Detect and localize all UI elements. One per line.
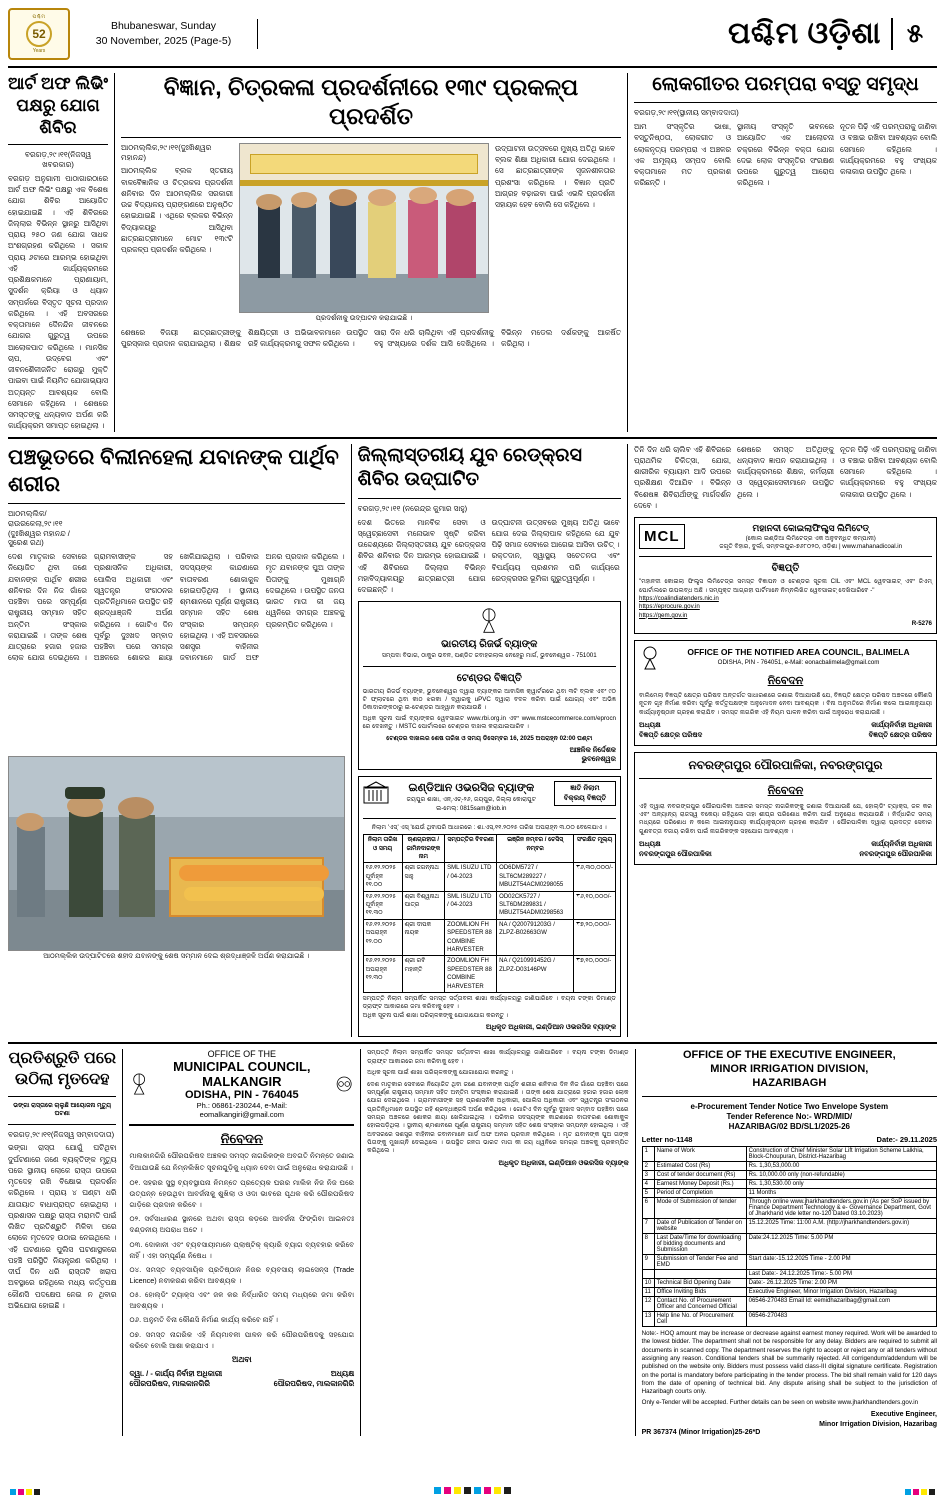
iob-footer-contact: ଅଧିକ ସୂଚନା ପାଇଁ ଶାଖା ପରିଚାଳକଙ୍କୁ ଯୋଗାଯୋଗ କରନ୍ତୁ । <box>362 1011 509 1019</box>
noac-title: OFFICE OF THE NOTIFIED AREA COUNCIL, BALIMELA <box>687 647 910 658</box>
footer-color-dots <box>0 1487 945 1494</box>
cell-engine: NA / Q210991452G / ZLPZ-D03146PW <box>497 956 574 993</box>
headline-art-of-living: ଆର୍ଟ ଅଫ ଲିଭିଂ ପକ୍ଷରୁ ଯୋଗ ଶିବିର <box>8 74 108 138</box>
body-mrutadeha: ଭଙ୍ଗା ରାସ୍ତା ଯୋଗୁଁ ଘଟିଥିବା ଦୁର୍ଘଟଣାରେ ଜଣେ ବ୍ୟକ୍ତିଙ୍କ ମୃତ୍ୟୁ ପରେ ସ୍ଥାନୀୟ ଲୋକେ ରାସ୍ତା ଉପରେ ମୃତଦେହ ରଖି ବିକ୍ଷୋଭ ପ୍ରଦର୍ଶନ କରିଥିଲେ । ପ୍ରାୟ ୪ ଘଣ୍ଟା ଧରି ଯାତାୟାତ ବାଧାପ୍ରାପ୍ତ ହୋଇଥିଲା । ପ୍ରଶାସନ ପକ୍ଷରୁ ରାସ୍ତା ମରାମତି ପାଇଁ ଲିଖିତ ପ୍ରତିଶ୍ରୁତି ମିଳିବା ପରେ ଲୋକେ ମୃତଦେହ ଉଠାଇ ନେଇଥିଲେ । ଏହି ଘଟଣାରେ ପୁଲିସ ଘଟଣାସ୍ଥଳରେ ପହଞ୍ଚି ପରିସ୍ଥିତି ନିୟନ୍ତ୍ରଣ କରିଥିଲା । ଦୀର୍ଘ ଦିନ ଧରି ରାସ୍ତାଟି ଖରାପ ଅବସ୍ଥାରେ ରହିଥିଲେ ମଧ୍ୟ କର୍ତ୍ତୃପକ୍ଷ କୌଣସି ପଦକ୍ଷେପ ନେଇ ନ ଥିବାର ଅଭିଯୋଗ ହୋଇଛି । <box>8 1143 117 1310</box>
body-folk-b: ସ୍ଥାନୀୟ ସଂସ୍କୃତି ଭବନରେ ଆୟୋଜିତ ଏକ ଆଲୋଚନା ଚକ୍ରରେ ବିଭିନ୍ନ ବକ୍ତା ଯୋଗ ଦେଇ ଲୋକ ସଂସ୍କୃତିର ସଂରକ୍ଷଣ ଉପରେ ଗୁରୁତ୍ୱ ଆରୋପ କରିଥିଲେ । <box>737 122 834 188</box>
cell-sl-no: 10 <box>642 1278 654 1287</box>
column-right-top <box>634 73 937 432</box>
cell-date: ୧୬.୧୨.୨୦୨୫ ଅପରାହ୍ନ ୧୨.୦୦ <box>363 919 402 956</box>
hzb-notice-type: e-Procurement Tender Notice Two Envelope System <box>690 1101 889 1111</box>
malkangiri-list <box>129 1177 354 1351</box>
cell-sl-no <box>642 1269 654 1278</box>
photo-content <box>240 144 488 312</box>
dateline-folk: ବରଗଡ଼,୨୯।୧୧(ସ୍ଥାନୀୟ ସମ୍ବାଦଦାତା) <box>634 108 739 118</box>
hzb-pr-number: PR 367374 (Minor Irrigation)25-26*D <box>641 1428 761 1436</box>
cell-label: Estimated Cost (Rs) <box>654 1161 746 1170</box>
table-row <box>642 1254 936 1269</box>
col-reserve-price: ସଂରକ୍ଷିତ ମୂଲ୍ୟ <box>574 835 616 863</box>
cell-label: Period of Completion <box>654 1188 746 1197</box>
ad-noac-balimela <box>634 640 937 746</box>
masthead-place: Bhubaneswar, Sunday <box>110 19 217 32</box>
nabarangpur-body: ଏହି ଦ୍ୱାରା ନବରଙ୍ଗପୁର ପୌରପାଳିକା ଅଞ୍ଚଳର ସମସ୍ତ ନାଗରିକଙ୍କୁ ଜଣାଇ ଦିଆଯାଉଛି ଯେ, ହୋଲ୍ଡିଂ ଟ୍ୟାକ୍ସ, ଜଳ କର ଏବଂ ଅନ୍ୟାନ୍ୟ ରାଜସ୍ୱ ବକେୟା ରହିଥିଲେ ତାହା ଶୀଘ୍ର ପରିଶୋଧ କରିବା ପାଇଁ ଅନୁରୋଧ କରାଯାଉଛି । ନିର୍ଦ୍ଧାରିତ ସମୟ ମଧ୍ୟରେ ପରିଶୋଧ ନ କଲେ ଆଇନାନୁଯାୟୀ କାର୍ଯ୍ୟାନୁଷ୍ଠାନ ଗ୍ରହଣ କରାଯିବ । ପୌରପାଳିକା ଦ୍ୱାରା ପ୍ରଦତ୍ତ ସେବାର ଗୁଣବତ୍ତା ବଜାୟ ରଖିବା ପାଇଁ ନାଗରିକଙ୍କ ସହଯୋଗ ଆବଶ୍ୟକ । <box>639 802 932 835</box>
headline-panchabhuta: ପଞ୍ଚଭୂତରେ ବିଲୀନହେଲା ଯବାନଙ୍କ ପାର୍ଥିବ ଶରୀର <box>8 445 339 496</box>
nabarangpur-nibedan: ନିବେଦନ <box>767 785 804 798</box>
mcl-notice-title: ବିଜ୍ଞପ୍ତି <box>771 563 800 575</box>
cell-value: Date:- 26.12.2025 Time: 2.00 PM <box>746 1278 936 1287</box>
cell-property: ZOOMLION FH SPEEDSTER 88 COMBINE HARVESTER <box>445 919 497 956</box>
body-folk-a: ଆମ ସଂସ୍କୃତିର ଭାଷା, ବସ୍ତୁନିଷ୍ଠତା, ଲୋକଗୀତ ଓ ଲୋକନୃତ୍ୟ ପରମ୍ପରା ଏ ଅଞ୍ଚଳର ଏକ ଅମୂଲ୍ୟ ସମ୍ପଦ ବୋଲି ବକ୍ତାମାନେ ମତ ପ୍ରକାଶ କରିଛନ୍ତି । <box>634 122 731 188</box>
noac-sign-left-org: ବିଜ୍ଞପ୍ତି କ୍ଷେତ୍ର ପରିଷଦ <box>639 731 703 739</box>
rbi-emblem-icon <box>476 606 502 636</box>
noac-sign-right-title: କାର୍ଯ୍ୟନିର୍ବାହୀ ଅଧିକାରୀ <box>871 721 932 729</box>
column-mrutadeha <box>8 1049 116 1436</box>
cell-label: Date of Publication of Tender on website <box>654 1218 746 1233</box>
masthead <box>8 6 937 68</box>
cell-label: Contact No. of Procurement Officer and Concerned Official <box>654 1296 746 1311</box>
noac-sub: ODISHA, PIN - 764051, e-Mail: eonacbalimela@gmail.com <box>717 659 880 667</box>
table-row <box>642 1296 936 1311</box>
column-right-middle <box>634 444 937 1038</box>
cell-label: Technical Bid Opening Date <box>654 1278 746 1287</box>
cell-label: Cost of tender document (Rs) <box>654 1170 746 1179</box>
nabarangpur-title: ନବରଙ୍ଗପୁର ପୌରପାଳିକା, ନବରଙ୍ଗପୁର <box>688 757 883 772</box>
caption-science-photo: ପ୍ରଦର୍ଶନୀକୁ ଉଦ୍‌ଘାଟନ କରାଯାଇଛି । <box>315 314 413 322</box>
hzb-line3: HAZARIBAGH <box>752 1076 827 1089</box>
iob-auction-note: ନିଲାମ 'ଏସ୍' ଏସ୍ 'ଯେଉଁ ଥିବାପରି ଆଧାରରେ : ଶା.ଏସ୍.୧୧.୨୦୨୫ ତାରିଖ ଅପରାହ୍ନ ୩.୦୦ ବେଳେଯାଏ । <box>371 823 607 831</box>
cell-value: Through online www.jharkhandtenders.gov.in (As per SoP issued by Finance Department Technology & e- Governance Department, Govt of Jharkhand vide letter no-120 Dated 03.10.2023) <box>746 1197 936 1218</box>
table-row <box>642 1170 936 1179</box>
dateline-science: ଆଠମଲ୍ଲିକ,୨୯।୧୧(ଦୁଃଖିଶ୍ୱର ମହାନନ୍ଦ) <box>121 142 212 162</box>
list-item: ୦୩. ଦୋକାନୀ ଏବଂ ବ୍ୟବସାୟୀମାନେ ପ୍ଲାଷ୍ଟିକ୍ କ୍ୟାରି ବ୍ୟାଗ ବ୍ୟବହାର କରିବେ ନାହିଁ । ଏହା ସମ୍ପୂର୍ଣ୍ଣ ନିଷେଧ । <box>129 1239 355 1260</box>
rbi-sign-title: ଆଞ୍ଚଳିକ ନିର୍ଦ୍ଦେଶକ <box>569 746 616 754</box>
cell-sl-no: 8 <box>642 1233 654 1254</box>
table-row <box>642 1146 936 1161</box>
iob-continuation-contact: ଅଧିକ ସୂଚନା ପାଇଁ ଶାଖା ପରିଚାଳକଙ୍କୁ ଯୋଗାଯୋଗ କରନ୍ତୁ । <box>367 1069 514 1077</box>
iob-lower-signature: ଅଧିକୃତ ଅଧିକାରୀ, ଇଣ୍ଡିଆନ ଓଭରସିଜ ବ୍ୟାଙ୍କ <box>498 1159 629 1167</box>
dateline-panchabhuta: ଆଠମଲ୍ଲିକ/ରାଉରକେଲା,୨୯।୧୧ (ଦୁଃଖିଶ୍ୱର ମହାନନ୍ଦ / ସୁରେଶ ରଥ) <box>8 509 70 548</box>
malkangiri-title: MUNICIPAL COUNCIL, MALKANGIR <box>173 1059 311 1090</box>
body-science-d: ସାରା ଦିନ ଧରି ଚାଲିଥିବା ଏହି ପ୍ରଦର୍ଶନୀକୁ ବହୁ ସଂଖ୍ୟାରେ ଦର୍ଶକ ଆସି ଦେଖିଥିଲେ । ବିଭିନ୍ନ ମଡେଲ ଦର୍ଶକଙ୍କୁ ଆକର୍ଷିତ କରିଥିଲା । <box>374 327 621 349</box>
rbi-sign-place: ଭୁବନେଶ୍ୱର <box>581 756 616 764</box>
col-property: ସମ୍ପତ୍ତିର ବିବରଣୀ <box>445 835 497 863</box>
government-emblem-icon <box>639 645 661 671</box>
mcl-website-3[interactable]: https://gem.gov.in <box>639 611 688 619</box>
cell-sl-no: 11 <box>642 1287 654 1296</box>
table-row <box>642 1197 936 1218</box>
malkangiri-office-line: OFFICE OF THE <box>207 1049 276 1060</box>
body-panchabhuta: ଦେଶ ମାତୃକାର ସେବାରେ ନିୟୋଜିତ ଥିବା ଜଣେ ଯବାନଙ୍କ ପାର୍ଥିବ ଶରୀର ଶନିବାର ଦିନ ନିଜ ଗାଁରେ ପହଞ୍ଚିବା ପରେ ସମ୍ପୂର୍ଣ୍ଣ ରାଷ୍ଟ୍ରୀୟ ସମ୍ମାନ ସହିତ ଅନ୍ତିମ ସଂସ୍କାର କରାଯାଇଛି । ତାଙ୍କ ଶେଷ ଯାତ୍ରାରେ ହଜାର ହଜାର ଲୋକ ଯୋଗ ଦେଇଥିଲେ । ଗ୍ରାମବାସୀଙ୍କ ସହ ପ୍ରଶାସନିକ ଅଧିକାରୀ, ପୋଲିସ ଅଧିକାରୀ ଏବଂ ସ୍ୱତନ୍ତ୍ର ସଂଗଠନର ପ୍ରତିନିଧିମାନେ ଉପସ୍ଥିତ ରହି ଶ୍ରଦ୍ଧାଞ୍ଜଳି ଅର୍ପଣ କରିଥିଲେ । ଗୋଟିଏ ଦିନ ପୂର୍ବରୁ ଦୁଃଖଦ ସମ୍ବାଦ ପହଞ୍ଚିବା ପରେ ସମଗ୍ର ଅଞ୍ଚଳରେ ଶୋକର ଛାୟା ଖେଳିଯାଇଥିଲା । ପରିବାର ସଦସ୍ୟଙ୍କ କାନ୍ଦଣାରେ ବାତାବରଣ ଶୋକାକୁଳ ହୋଇପଡ଼ିଥିଲା । ସ୍ଥାନୀୟ ଶ୍ମଶାନରେ ପୂର୍ଣ୍ଣ ରାଷ୍ଟ୍ରୀୟ ସମ୍ମାନ ସହିତ ଶେଷ ସଂସ୍କାର ସମ୍ପନ୍ନ ହୋଇଥିଲା । ଏହି ଅବସରରେ ସଶସ୍ତ୍ର ବାହିନୀର ଜବାନମାନେ ଗାର୍ଡ ଅଫ ଅନର ପ୍ରଦାନ କରିଥିଲେ । ମୃତ ଯବାନଙ୍କ ପୁଅ ତାଙ୍କ ପିତାଙ୍କୁ ମୁଖାଗ୍ନି ଦେଇଥିଲେ । ଉପସ୍ଥିତ ଜନତା ଭାରତ ମାତା କୀ ଜୟ ଧ୍ୱନିରେ ସମଗ୍ର ଅଞ୍ଚଳକୁ ପ୍ରକମ୍ପିତ କରିଥିଲେ । <box>8 552 345 663</box>
cell-property: SML ISUZU LTD / 04-2023 <box>445 891 497 919</box>
cell-sl-no: 9 <box>642 1254 654 1269</box>
malkangiri-nibedan: ନିବେଦନ <box>220 1131 263 1147</box>
table-header-row <box>363 835 615 863</box>
masthead-title: ପଶ୍ଚିମ ଓଡ଼ିଶା <box>727 17 881 50</box>
column-left-top <box>8 73 108 432</box>
lower-section <box>8 1049 937 1436</box>
iob-title: ଇଣ୍ଡିଆନ ଓଭରସିଜ ବ୍ୟାଙ୍କ <box>408 781 535 794</box>
cell-borrower: ଶ୍ରୀ ଦୀପକ ନାୟକ <box>402 919 444 956</box>
cell-price: ₹୬,୧୦,୦୦୦/- <box>574 891 616 919</box>
ad-hazaribagh-tender <box>642 1049 937 1436</box>
cell-value: Date:24.12.2025 Time: 5.00 PM <box>746 1233 936 1254</box>
ad-mcl <box>634 517 937 633</box>
table-row <box>363 956 615 993</box>
body-folk-extra: ନୂତନ ପିଢ଼ି ଏହି ପରମ୍ପରାକୁ ଜାଣିବା ଓ ବଞ୍ଚାଇ ରଖିବା ଆବଶ୍ୟକ ବୋଲି ସେମାନେ କହିଥିଲେ । କାର୍ଯ୍ୟକ୍ରମରେ ବହୁ ସଂଖ୍ୟକ କଳାକାର ଉପସ୍ଥିତ ଥିଲେ । <box>840 444 937 499</box>
body-redcross-d: ଶେଷରେ ସମସ୍ତ ଅତିଥିଙ୍କୁ ଧନ୍ୟବାଦ ଜ୍ଞାପନ କରାଯାଇଥିଲା । କାର୍ଯ୍ୟକ୍ରମରେ ଶିକ୍ଷକ, କର୍ମଚାରୀ ଓ ସ୍ୱେଚ୍ଛାସେବୀମାନେ ଉପସ୍ଥିତ ଥିଲେ । <box>737 444 834 499</box>
cell-sl-no: 6 <box>642 1197 654 1218</box>
ad-indian-overseas-bank <box>358 776 621 1038</box>
malkangiri-athaba: ଅଥବା <box>232 1354 252 1364</box>
rbi-website-line: ଅଧିକ ସୂଚନା ପାଇଁ ବ୍ୟାଙ୍କର ୱେବସାଇଟ www.rbi.org.in ଏବଂ www.mstcecommerce.com/eprocn ରେ ଦେଖନ୍ତୁ । MSTC ପୋର୍ଟାଲରେ ଟେଣ୍ଡର ଦାଖଲ କରାଯାଇପାରିବ । <box>362 714 616 731</box>
cell-label: Office Inviting Bids <box>654 1287 746 1296</box>
body-science-c: ଶେଷରେ ବିଜୟୀ ଛାତ୍ରଛାତ୍ରୀଙ୍କୁ ପୁରସ୍କାର ପ୍ରଦାନ କରାଯାଇଥିଲା । ଶିକ୍ଷକ ଶିକ୍ଷୟିତ୍ରୀ ଓ ଅଭିଭାବକମାନେ ଉପସ୍ଥିତ ରହି କାର୍ଯ୍ୟକ୍ରମକୁ ସଫଳ କରିଥିଲେ । <box>121 327 368 349</box>
cell-date: ୧୬.୧୨.୨୦୨୫ ପୂର୍ବାହ୍ନ ୧୧.୦୦ <box>363 863 402 891</box>
cell-value: 11 Months <box>746 1188 936 1197</box>
cell-label: Earnest Money Deposit (Rs.) <box>654 1179 746 1188</box>
dateline-art-of-living: ବରଗଡ଼,୨୯।୧୧(ନିଜସ୍ୱ ଖବରକାର) <box>24 150 92 170</box>
iob-logo-icon <box>363 781 389 807</box>
cell-sl-no: 5 <box>642 1188 654 1197</box>
table-row <box>642 1269 936 1278</box>
malkangiri-pin: ODISHA, PIN - 764045 <box>184 1089 299 1102</box>
body-redcross-c: ତିନି ଦିନ ଧରି ଚାଲିବ ଏହି ଶିବିରରେ ପ୍ରାଥମିକ ଚିକିତ୍ସା, ଯୋଗ, ଶାରୀରିକ ବ୍ୟାୟାମ ଆଦି ଉପରେ ପ୍ରଶିକ୍ଷଣ ଦିଆଯିବ । ବିଭିନ୍ନ ବିଶେଷଜ୍ଞ ଶିବିରାର୍ଥୀଙ୍କୁ ମାର୍ଗଦର୍ଶନ ଦେବେ । <box>634 444 731 510</box>
table-row <box>363 919 615 956</box>
cell-engine: NA / Q200791203G / ZLPZ-B02663GW <box>497 919 574 956</box>
body-folk-c: ନୂତନ ପିଢ଼ି ଏହି ପରମ୍ପରାକୁ ଜାଣିବା ଓ ବଞ୍ଚାଇ ରଖିବା ଆବଶ୍ୟକ ବୋଲି ସେମାନେ କହିଥିଲେ । କାର୍ଯ୍ୟକ୍ରମରେ ବହୁ ସଂଖ୍ୟକ କଳାକାର ଉପସ୍ଥିତ ଥିଲେ । <box>840 122 937 177</box>
cell-price: ₹୬,୩୦,୦୦୦/- <box>574 863 616 891</box>
nabarangpur-sign-right-title: କାର୍ଯ୍ୟନିର୍ବାହୀ ଅଧିକାରୀ <box>871 841 932 849</box>
middle-section <box>8 444 937 1038</box>
mcl-name: ମହାନଦୀ କୋଇଲାଫିଲ୍ଡ୍ସ ଲିମିଟେଡ୍ <box>752 523 869 534</box>
cell-sl-no: 3 <box>642 1170 654 1179</box>
hzb-line1: OFFICE OF THE EXECUTIVE ENGINEER, <box>682 1049 896 1062</box>
noac-sign-left-title: ଅଧ୍ୟକ୍ଷ <box>639 721 661 729</box>
cell-price: ₹୭,୧୦,୦୦୦/- <box>574 956 616 993</box>
cell-property: ZOOMLION FH SPEEDSTER 88 COMBINE HARVESTER <box>445 956 497 993</box>
cell-label: Last Date/Time for downloading of bidding documents and Submission <box>654 1233 746 1254</box>
cell-value: 06546-270483 Email Id: eemidhazaribag@gmail.com <box>746 1296 936 1311</box>
hzb-ref-1: Tender Reference No:- WRD/MID/ <box>726 1112 853 1122</box>
publication-logo <box>8 8 70 60</box>
hzb-note-2: Only e-Tender will be accepted. Further details can be seen on website www.jharkhandtenders.gov.in <box>641 1398 919 1406</box>
iob-footer-terms: ସମ୍ପତ୍ତି ନିଲାମ ସମ୍ପର୍କିତ ସମସ୍ତ ସର୍ତ୍ତାବଳୀ ଶାଖା କାର୍ଯ୍ୟାଳୟରୁ ଜାଣିପାରିବେ । ବୟନା ଟଙ୍କା ଡିମାଣ୍ଡ ଡ୍ରାଫ୍ଟ ଆକାରରେ ଜମା କରିବାକୁ ହେବ । <box>362 994 616 1011</box>
mcl-contact: ଜଗୃତି ବିହାର, ବୁର୍ଲା, ସମ୍ବଲପୁର-୭୬୮୦୨୦, ଓଡ଼ିଶା | www.mahanadicoal.in <box>719 542 903 550</box>
photo-science-exhibition <box>239 143 489 313</box>
cell-value: Rs. 1,30,530.00 only <box>746 1179 936 1188</box>
cell-label: Name of Work <box>654 1146 746 1161</box>
photo-martyr-funeral <box>8 756 345 951</box>
list-item: ୦୧. ସହରର ସୁସ୍ଥ ବ୍ୟବସ୍ଥାପନା ନିମନ୍ତେ ପ୍ରତ୍ୟେକ ଘରର ମାଲିକ ନିଜ ନିଜ ଘରେ ଉତ୍ପନ୍ନ ହେଉଥିବା ଆବର୍ଜନାକୁ ଶୁଖିଲା ଓ ଓଦା ଭାବରେ ପୃଥକ କରି ପୌରପରିଷଦ ଗାଡ଼ିରେ ପ୍ରଦାନ କରିବେ । <box>129 1177 355 1210</box>
hzb-sign-org: Minor Irrigation Division, Hazaribag <box>819 1420 937 1428</box>
nabarangpur-sign-left-title: ଅଧ୍ୟକ୍ଷ <box>639 841 661 849</box>
noac-nibedan: ନିବେଦନ <box>767 674 804 687</box>
cell-property: SML ISUZU LTD / 04-2023 <box>445 863 497 891</box>
headline-mrutadeha: ପ୍ରତିଶ୍ରୁତି ପରେ ଉଠିଲା ମୃତଦେହ <box>8 1050 116 1089</box>
table-row <box>642 1311 936 1326</box>
iob-branch: ଜୟପୁର ଶାଖା, ଏନ୍.ଏଚ୍-୨୬, ଜୟପୁର, ଜିଲ୍ଲା କୋରାପୁଟ <box>406 796 536 804</box>
malkangiri-contact: Ph.: 06861-230244, e-Mail: eomalkangiri@gmail.com <box>196 1101 288 1120</box>
logo-anniversary-number: 52 <box>26 21 52 47</box>
hzb-line2: MINOR IRRIGATION DIVISION, <box>710 1063 869 1076</box>
body-art-of-living: ବରଗଡ଼ ଅନୁଗାମୀ ପାଠାଗାରଠାରେ ଆର୍ଟ ଅଫ ଲିଭିଂ ପକ୍ଷରୁ ଏକ ବିଶେଷ ଯୋଗ ଶିବିର ଆୟୋଜିତ ହୋଇଯାଇଛି । ଏହି ଶିବିରରେ ଜିଲ୍ଲାର ବିଭିନ୍ନ ସ୍ଥାନରୁ ଆସିଥିବା ପ୍ରାୟ ୨୫୦ ଜଣ ଯୋଗ ସାଧକ ଅଂଶଗ୍ରହଣ କରିଥିଲେ । ସକାଳ ପ୍ରାୟ ୬ଟାରେ ଆରମ୍ଭ ହୋଇଥିବା ଏହି କାର୍ଯ୍ୟକ୍ରମରେ ପ୍ରଶିକ୍ଷକମାନେ ପ୍ରାଣାୟାମ, ସୁଦର୍ଶନ କ୍ରିୟା ଓ ଧ୍ୟାନ ସମ୍ପର୍କରେ ବିସ୍ତୃତ ସୂଚନା ପ୍ରଦାନ କରିଥିଲେ । ଏହି ଅବସରରେ ବକ୍ତାମାନେ ଦୈନନ୍ଦିନ ଜୀବନରେ ଯୋଗର ଗୁରୁତ୍ୱ ଉପରେ ଆଲୋକପାତ କରିଥିଲେ । ମାନସିକ ଚାପ, ଉଦ୍‌ବେଗ ଏବଂ ଜୀବନଶୈଳୀଜନିତ ରୋଗରୁ ମୁକ୍ତି ପାଇବା ପାଇଁ ନିୟମିତ ଯୋଗାଭ୍ୟାସ ଅତ୍ୟନ୍ତ ଆବଶ୍ୟକ ବୋଲି ସେମାନେ କହିଥିଲେ । ଶେଷରେ ସମସ୍ତଙ୍କୁ ଧନ୍ୟବାଦ ଅର୍ପଣ କରି କାର୍ଯ୍ୟକ୍ରମ ସମାପ୍ତ ହୋଇଥିଲା । <box>8 173 108 431</box>
iob-auction-table <box>363 834 616 993</box>
municipal-emblem-icon <box>129 1069 149 1099</box>
cell-value: Rs. 1,30,53,000.00 <box>746 1161 936 1170</box>
dateline-mrutadeha: ବରଗଡ଼,୨୯।୧୧(ନିଜସ୍ୱ ସମ୍ବାଦଦାତା) <box>8 1129 115 1139</box>
ad-nabarangpur-municipality <box>634 752 937 865</box>
body-redcross-a: ଦେଶ ଭିତରେ ମାନବିକ ସେବା ଓ ସ୍ୱେଚ୍ଛାସେବୀ ମନୋଭାବ ସୃଷ୍ଟି କରିବା ଉଦ୍ଦେଶ୍ୟରେ ଜିଲ୍ଲାସ୍ତରୀୟ ଯୁବ ରେଡ୍‌କ୍ରସ ଶିବିର ଶନିବାର ଦିନ ଆରମ୍ଭ ହୋଇଯାଇଛି । ଏହି ଶିବିରରେ ଜିଲ୍ଲାର ବିଭିନ୍ନ ମହାବିଦ୍ୟାଳୟରୁ ଛାତ୍ରଛାତ୍ରୀ ଯୋଗ ଦେଇଛନ୍ତି । <box>357 517 486 595</box>
iob-signature: ଅଧିକୃତ ଅଧିକାରୀ, ଇଣ୍ଡିଆନ ଓଭରସିଜ ବ୍ୟାଙ୍କ <box>485 1023 616 1031</box>
cell-borrower: ଶ୍ରୀ ରବି ମହାନ୍ତି <box>402 956 444 993</box>
logo-top-text: ପଶ୍ଚିମ <box>32 14 46 20</box>
hzb-note: Note:- HOQ amount may be increase or decrease against earnest money required. Work will be awarded to the lowest bidder. The department shall not be responsible for any delay. Bidders are required to submit all documents in scanned copy. The department reserves the right to accept or reject any or all tenders without assigning any reason. Conditional tenders shall be summarily rejected. All corrigendum/addendum will be published on the website only. Bidders must possess valid class-III digital signature certificate. Registration on the portal is mandatory before participating in the tender process. The bid shall remain valid for 120 days from the date of opening of technical bid. Any dispute arising shall be subject to the jurisdiction of Hazaribagh courts only. <box>641 1329 937 1396</box>
headline-folk-tradition: ଲୋକଗୀତର ପରମ୍ପରା ବସ୍ତୁ ସମୃଦ୍ଧ <box>652 74 919 95</box>
noac-sign-right-org: ବିଜ୍ଞପ୍ତି କ୍ଷେତ୍ର ପରିଷଦ <box>868 731 932 739</box>
iob-continuation-terms: ସମ୍ପତ୍ତି ନିଲାମ ସମ୍ପର୍କିତ ସମସ୍ତ ସର୍ତ୍ତାବଳୀ ଶାଖା କାର୍ଯ୍ୟାଳୟରୁ ଜାଣିପାରିବେ । ବୟନା ଟଙ୍କା ଡିମାଣ୍ଡ ଡ୍ରାଫ୍ଟ ଆକାରରେ ଜମା କରିବାକୁ ହେବ । <box>367 1049 629 1065</box>
body-science-b: ଉଦ୍‌ଘାଟନୀ ଉତ୍ସବରେ ମୁଖ୍ୟ ଅତିଥି ଭାବେ ବ୍ଲକ ଶିକ୍ଷା ଅଧିକାରୀ ଯୋଗ ଦେଇଥିଲେ । ସେ ଛାତ୍ରଛାତ୍ରୀଙ୍କ ସୃଜନଶୀଳତାର ପ୍ରଶଂସା କରିଥିଲେ । ବିଜ୍ଞାନ ପ୍ରତି ଆଗ୍ରହ ବଢ଼ାଇବା ପାଇଁ ଏଭଳି ପ୍ରଦର୍ଶନୀ ସହାୟକ ହେବ ବୋଲି ସେ କହିଥିଲେ । <box>495 143 615 210</box>
mcl-sub: (କୋଲ ଇଣ୍ଡିଆ ଲିମିଟେଡ୍‌ର ଏକ ଅନୁବନ୍ଧିତ କମ୍ପାନୀ) <box>745 534 876 542</box>
malkangiri-intro: ମାଲକାନଗିରି ପୌରପରିଷଦ ଅଞ୍ଚଳର ସମସ୍ତ ନାଗରିକଙ୍କ ଅବଗତି ନିମନ୍ତେ ଜଣାଇ ଦିଆଯାଉଛି ଯେ ନିମ୍ନଲିଖିତ ସୂଚନାଗୁଡ଼ିକୁ ଧ୍ୟାନ ଦେବା ପାଇଁ ଅନୁରୋଧ କରାଯାଉଛି । <box>129 1151 355 1172</box>
ad-rbi-tender <box>358 601 621 769</box>
table-row <box>642 1278 936 1287</box>
swachh-bharat-icon <box>334 1073 354 1095</box>
cell-value: Construction of Chief Minister Solar Lift Irrigation Scheme Lalkhia, Block-Choupuran, District-Hazaribag <box>746 1146 936 1161</box>
table-row <box>642 1218 936 1233</box>
table-row <box>642 1188 936 1197</box>
logo-years-text: Years <box>32 48 46 54</box>
table-row <box>363 891 615 919</box>
photo-content <box>9 757 344 950</box>
cell-sl-no: 4 <box>642 1179 654 1188</box>
footer-registration-marks-right <box>905 1489 935 1495</box>
column-panchabhuta <box>8 444 345 1038</box>
nabarangpur-sign-left-org: ନବରଙ୍ଗପୁର ପୌରପାଳିକା <box>639 850 712 858</box>
cell-value: Last Date:- 24.12.2025 Time:- 5.00 PM <box>746 1269 936 1278</box>
column-redcross <box>358 444 621 1038</box>
hzb-ref-2: HAZARIBAG/02 BD/SL1/2025-26 <box>728 1122 850 1132</box>
headline-redcross: ଜିଲ୍ଲାସ୍ତରୀୟ ଯୁବ ରେଡ୍‌କ୍ରସ ଶିବିର ଉଦ୍‌ଘାଟିତ <box>357 444 582 491</box>
masthead-date: 30 November, 2025 (Page-5) <box>95 35 232 47</box>
ad-malkangiri-municipal <box>129 1049 354 1436</box>
mcl-logo: MCL <box>639 524 685 549</box>
cell-engine: OD02CK5727 / SLT6DM289831 / MBUZT54ADM0298563 <box>497 891 574 919</box>
cell-label: Mode of Submission of tender <box>654 1197 746 1218</box>
cell-sl-no: 2 <box>642 1161 654 1170</box>
cell-engine: OD6DM5727 / SLT6CM289227 / MBUZT54ACM0298055 <box>497 863 574 891</box>
malkangiri-sign-left-org: ପୌରପରିଷଦ, ମାଲକାନଗିରି <box>129 1378 210 1388</box>
cell-sl-no: 12 <box>642 1296 654 1311</box>
malkangiri-sign-right-org: ପୌରପରିଷଦ, ମାଲକାନଗିରି <box>273 1378 355 1388</box>
dateline-redcross: ବରଗଡ଼,୨୯।୧୧ (ନରେନ୍ଦ୍ର କୁମାର ସାହୁ) <box>357 503 468 513</box>
col-engine-chassis: ଇଞ୍ଜିନ ନମ୍ବର / ଚେସିସ୍ ନମ୍ବର <box>497 835 574 863</box>
column-center-top <box>121 73 621 432</box>
body-science-a: ଆଠମଲ୍ଲିକ ବ୍ଲକ ସ୍ତରୀୟ ବାଳବୈଜ୍ଞାନିକ ଓ ଚିତ୍ରକଳା ପ୍ରଦର୍ଶନୀ ଶନିବାର ଦିନ ଆଠମଲ୍ଲିକ ସରକାରୀ ଉଚ୍ଚ ବିଦ୍ୟାଳୟ ପ୍ରାଙ୍ଗଣରେ ଅନୁଷ୍ଠିତ ହୋଇଯାଇଛି । ଏଥିରେ ବ୍ଲକର ବିଭିନ୍ନ ବିଦ୍ୟାଳୟରୁ ଆସିଥିବା ଛାତ୍ରଛାତ୍ରୀମାନେ ମୋଟ ୧୩୯ଟି ପ୍ରକଳ୍ପ ପ୍ରଦର୍ଶନ କରିଥିଲେ । <box>121 166 233 255</box>
list-item: ୦୭. ସମସ୍ତ ନାଗରିକ ଏହି ନିୟମାବଳୀ ପାଳନ କରି ପୌରପରିଷଦକୁ ସହଯୋଗ କରିବେ ବୋଲି ଆଶା କରାଯାଏ । <box>129 1329 355 1350</box>
cell-value: 06546-270483 <box>746 1311 936 1326</box>
iob-badge-auction: ଜ୍ଞାତି ନିଲାମ <box>570 784 600 792</box>
cell-borrower: ଶ୍ରୀ ବିଶ୍ୱନାଥ ପାତ୍ର <box>402 891 444 919</box>
table-row <box>363 863 615 891</box>
hzb-sign-title: Executive Engineer, <box>870 1411 937 1419</box>
caption-martyr-photo: ଆଠମଲ୍ଲିକ ଉଦ୍‌ଘାଟିତରେ ଶହୀଦ ଯବାନଙ୍କୁ ଶେଷ ସମ୍ମାନ ଦେଇ ଶ୍ରଦ୍ଧାଞ୍ଜଳି ଅର୍ପଣ କରାଯାଇଛି । <box>43 953 310 961</box>
body-panchabhuta-overflow: ଦେଶ ମାତୃକାର ସେବାରେ ନିୟୋଜିତ ଥିବା ଜଣେ ଯବାନଙ୍କ ପାର୍ଥିବ ଶରୀର ଶନିବାର ଦିନ ନିଜ ଗାଁରେ ପହଞ୍ଚିବା ପରେ ସମ୍ପୂର୍ଣ୍ଣ ରାଷ୍ଟ୍ରୀୟ ସମ୍ମାନ ସହିତ ଅନ୍ତିମ ସଂସ୍କାର କରାଯାଇଛି । ତାଙ୍କ ଶେଷ ଯାତ୍ରାରେ ହଜାର ହଜାର ଲୋକ ଯୋଗ ଦେଇଥିଲେ । ଗ୍ରାମବାସୀଙ୍କ ସହ ପ୍ରଶାସନିକ ଅଧିକାରୀ, ପୋଲିସ ଅଧିକାରୀ ଏବଂ ସ୍ୱତନ୍ତ୍ର ସଂଗଠନର ପ୍ରତିନିଧିମାନେ ଉପସ୍ଥିତ ରହି ଶ୍ରଦ୍ଧାଞ୍ଜଳି ଅର୍ପଣ କରିଥିଲେ । ଗୋଟିଏ ଦିନ ପୂର୍ବରୁ ଦୁଃଖଦ ସମ୍ବାଦ ପହଞ୍ଚିବା ପରେ ସମଗ୍ର ଅଞ୍ଚଳରେ ଶୋକର ଛାୟା ଖେଳିଯାଇଥିଲା । ପରିବାର ସଦସ୍ୟଙ୍କ କାନ୍ଦଣାରେ ବାତାବରଣ ଶୋକାକୁଳ ହୋଇପଡ଼ିଥିଲା । ସ୍ଥାନୀୟ ଶ୍ମଶାନରେ ପୂର୍ଣ୍ଣ ରାଷ୍ଟ୍ରୀୟ ସମ୍ମାନ ସହିତ ଶେଷ ସଂସ୍କାର ସମ୍ପନ୍ନ ହୋଇଥିଲା । ଏହି ଅବସରରେ ସଶସ୍ତ୍ର ବାହିନୀର ଜବାନମାନେ ଗାର୍ଡ ଅଫ ଅନର ପ୍ରଦାନ କରିଥିଲେ । ମୃତ ଯବାନଙ୍କ ପୁଅ ତାଙ୍କ ପିତାଙ୍କୁ ମୁଖାଗ୍ନି ଦେଇଥିଲେ । ଉପସ୍ଥିତ ଜନତା ଭାରତ ମାତା କୀ ଜୟ ଧ୍ୱନିରେ ସମଗ୍ର ଅଞ୍ଚଳକୁ ପ୍ରକମ୍ପିତ କରିଥିଲେ । <box>367 1080 629 1155</box>
table-row <box>642 1233 936 1254</box>
rbi-body: ଭାରତୀୟ ରିଜର୍ଭ ବ୍ୟାଙ୍କ, ଭୁବନେଶ୍ୱର ଦ୍ୱାରା ବ୍ୟାଙ୍କର ଆବାସିକ କ୍ୱାର୍ଟରରେ ଥିବା ୩ଟି ବ୍ଲକ ଏବଂ ୯୦ ଟି ଫ୍ଲାଟରେ ଥିବା କାଠ ଝରକା / ଦ୍ୱାରକୁ uPVC ଦ୍ୱାରା ବଦଳ କରିବା ପାଇଁ ଯୋଗ୍ୟ ଏବଂ ଅଭିଜ୍ଞ ଠିକାଦାରଙ୍କଠାରୁ ଇ-ଟେଣ୍ଡର ଆହ୍ୱାନ କରାଯାଉଛି । <box>362 687 616 712</box>
hzb-letter-no: Letter no-1148 <box>641 1134 693 1144</box>
cell-sl-no: 7 <box>642 1218 654 1233</box>
col-borrower: ଋଣଗ୍ରହୀତା / ଜାମିନଦାରଙ୍କ ନାମ <box>402 835 444 863</box>
list-item: ୦୬. ଅନୁମତି ବିନା କୌଣସି ନିର୍ମାଣ କାର୍ଯ୍ୟ କରିବେ ନାହିଁ । <box>129 1315 278 1325</box>
hazaribagh-tender-table <box>642 1146 937 1327</box>
malkangiri-sign-right-title: ଅଧ୍ୟକ୍ଷ <box>330 1368 355 1378</box>
table-row <box>642 1161 936 1170</box>
cell-value: Rs. 10,000.00 only (non-refundable) <box>746 1170 936 1179</box>
rbi-org-name: ଭାରତୀୟ ରିଜର୍ଭ ବ୍ୟାଙ୍କ <box>441 639 538 651</box>
mcl-body: "ମହାନଦୀ କୋଇଲା ଫିଲ୍ଡ୍ସ ଲିମିଟେଡ୍‌ର ସମସ୍ତ ବିଜ୍ଞାପନ ଓ ଟେଣ୍ଡର ସୂଚନା CIL ଏବଂ MCL ୱେବସାଇଟ୍ ଏବଂ ଜିଏମ୍ ପୋର୍ଟାଲରେ ଉପଲବ୍ଧ ଅଛି । ସମ୍ପୃକ୍ତ ଆଗ୍ରହୀ ପାର୍ଟିମାନେ ନିମ୍ନଲିଖିତ ୱେବସାଇଟ୍ ଦେଖିପାରିବେ -" <box>639 578 932 594</box>
cell-price: ₹୭,୨୦,୦୦୦/- <box>574 919 616 956</box>
cell-value: 15.12.2025 Time: 11:00 A.M. (http://jharkhandtenders.gov.in) <box>746 1218 936 1233</box>
list-item: ୦୪. ସମସ୍ତ ବ୍ୟବସାୟିକ ପ୍ରତିଷ୍ଠାନ ନିଜର ବ୍ୟବସାୟ ଲାଇସେନ୍ସ (Trade Licence) ନବୀକରଣ କରିବା ଆବଶ୍ୟକ । <box>129 1264 355 1285</box>
mcl-website-1[interactable]: https://coalindiatenders.nic.in <box>639 595 719 603</box>
rbi-tender-title: ଟେଣ୍ଡର ବିଜ୍ଞପ୍ତି <box>456 672 522 684</box>
cell-value: Start date:-15.12.2025 Time - 2.00 PM <box>746 1254 936 1269</box>
cell-label: Help line No. of Procurement Cell <box>654 1311 746 1326</box>
mcl-ref: R-5276 <box>911 620 932 628</box>
subhead-mrutadeha: ଭଙ୍ଗା ରାସ୍ତାରେ ଚାଲୁଛି ଆୟୋଜନା ମୃତ୍ୟୁ ଘଟଣା <box>13 1102 112 1118</box>
column-lower-center <box>367 1049 628 1436</box>
cell-label <box>654 1269 746 1278</box>
rbi-address: ସମ୍ପଦା ବିଭାଗ, ଠାକୁର ଭବନ, ପଣ୍ଡିତ ଜବାହରଲାଲ ନେହେରୁ ମାର୍ଗ, ଭୁବନେଶ୍ୱର - 751001 <box>381 652 597 660</box>
iob-badge-sale: ବିକ୍ରୟ ବିଜ୍ଞପ୍ତି <box>563 794 607 802</box>
cell-date: ୧୬.୧୨.୨୦୨୫ ପୂର୍ବାହ୍ନ ୧୧.୩୦ <box>363 891 402 919</box>
table-row <box>642 1179 936 1188</box>
page-number: ୫ <box>891 18 937 50</box>
table-row <box>642 1287 936 1296</box>
headline-science-exhibition: ବିଜ୍ଞାନ, ଚିତ୍ରକଳା ପ୍ରଦର୍ଶନୀରେ ୧୩୯ ପ୍ରକଳ୍ପ ପ୍ରଦର୍ଶିତ <box>163 74 579 130</box>
cell-date: ୧୬.୧୨.୨୦୨୫ ଅପରାହ୍ନ ୧୨.୩୦ <box>363 956 402 993</box>
cell-borrower: ଶ୍ରୀ ଜଗନ୍ନାଥ ସାହୁ <box>402 863 444 891</box>
nabarangpur-sign-right-org: ନବରଙ୍ଗପୁର ପୌରପାଳିକା <box>859 850 932 858</box>
col-date: ନିଲାମ ତାରିଖ ଓ ସମୟ <box>363 835 402 863</box>
cell-sl-no: 1 <box>642 1146 654 1161</box>
list-item: ୦୫. ହୋଲ୍ଡିଂ ଟ୍ୟାକ୍ସ ଏବଂ ଜଳ କର ନିର୍ଦ୍ଧାରିତ ସମୟ ମଧ୍ୟରେ ଜମା କରିବା ଆବଶ୍ୟକ । <box>129 1290 355 1311</box>
noac-body: ବାଲିମେଲା ବିଜ୍ଞପ୍ତି କ୍ଷେତ୍ର ପରିଷଦ ଅନ୍ତର୍ଗତ ସାଧାରଣରେ ଜଣାଇ ଦିଆଯାଉଛି ଯେ, ବିଜ୍ଞପ୍ତି କ୍ଷେତ୍ର ପରିଷଦ ଅଞ୍ଚଳରେ କୌଣସି ନୂତନ ଗୃହ ନିର୍ମାଣ କରିବା ପୂର୍ବରୁ କର୍ତ୍ତୃପକ୍ଷଙ୍କ ଅନୁମୋଦନ ନେବା ଆବଶ୍ୟକ । ବିନା ଅନୁମତିରେ ନିର୍ମାଣ କଲେ ଆଇନାନୁଯାୟୀ କାର୍ଯ୍ୟାନୁଷ୍ଠାନ ଗ୍ରହଣ କରାଯିବ । ସମସ୍ତ ନାଗରିକ ଏହି ନିୟମ ପାଳନ କରିବା ପାଇଁ ଅନୁରୋଧ କରାଯାଉଛି । <box>639 691 932 716</box>
cell-label: Submission of Tender Fee and EMD <box>654 1254 746 1269</box>
iob-email: ଇ-ମେଲ୍: 0815sam@iob.in <box>436 804 507 812</box>
hzb-date: Date:- 29.11.2025 <box>876 1134 937 1144</box>
cell-sl-no: 13 <box>642 1311 654 1326</box>
malkangiri-sign-left-title: ଦ୍ୱା. / - କାର୍ଯ୍ୟ ନିର୍ବାହୀ ଅଧିକାରୀ <box>129 1368 223 1378</box>
list-item: ୦୨. ସର୍ବସାଧାରଣ ସ୍ଥାନରେ ଅଥବା ରାସ୍ତା କଡ଼ରେ ଆବର୍ଜନା ଫିଙ୍ଗିବା ଆଇନତଃ ଦଣ୍ଡନୀୟ ଅପରାଧ ଅଟେ । <box>129 1214 355 1235</box>
mcl-website-2[interactable]: https://eprocure.gov.in <box>639 603 700 611</box>
upper-section <box>8 73 937 432</box>
cell-value: Executive Engineer, Minor Irrigation Division, Hazaribag <box>746 1287 936 1296</box>
rbi-deadline: ଟେଣ୍ଡର ଦାଖଲର ଶେଷ ତାରିଖ ଓ ସମୟ ଡିସେମ୍ବର 16, 2025 ଅପରାହ୍ନ 02:00 ଘଣ୍ଟା <box>386 734 593 742</box>
masthead-dateline <box>78 19 258 49</box>
body-redcross-b: ଉଦ୍‌ଘାଟନୀ ଉତ୍ସବରେ ମୁଖ୍ୟ ଅତିଥି ଭାବେ ଯୋଗ ଦେଇ ଜିଲ୍ଲାପାଳ କହିଥିଲେ ଯେ ଯୁବ ପିଢ଼ି ସମାଜ ସେବାରେ ଆଗେଇ ଆସିବା ଉଚିତ୍ । ରକ୍ତଦାନ, ସ୍ୱାସ୍ଥ୍ୟ ସଚେତନତା ଏବଂ ବିପର୍ଯ୍ୟୟ ପ୍ରଶମନ ପରି କାର୍ଯ୍ୟରେ ରେଡ୍‌କ୍ରସର ଭୂମିକା ଗୁରୁତ୍ୱପୂର୍ଣ୍ଣ । <box>491 517 620 583</box>
